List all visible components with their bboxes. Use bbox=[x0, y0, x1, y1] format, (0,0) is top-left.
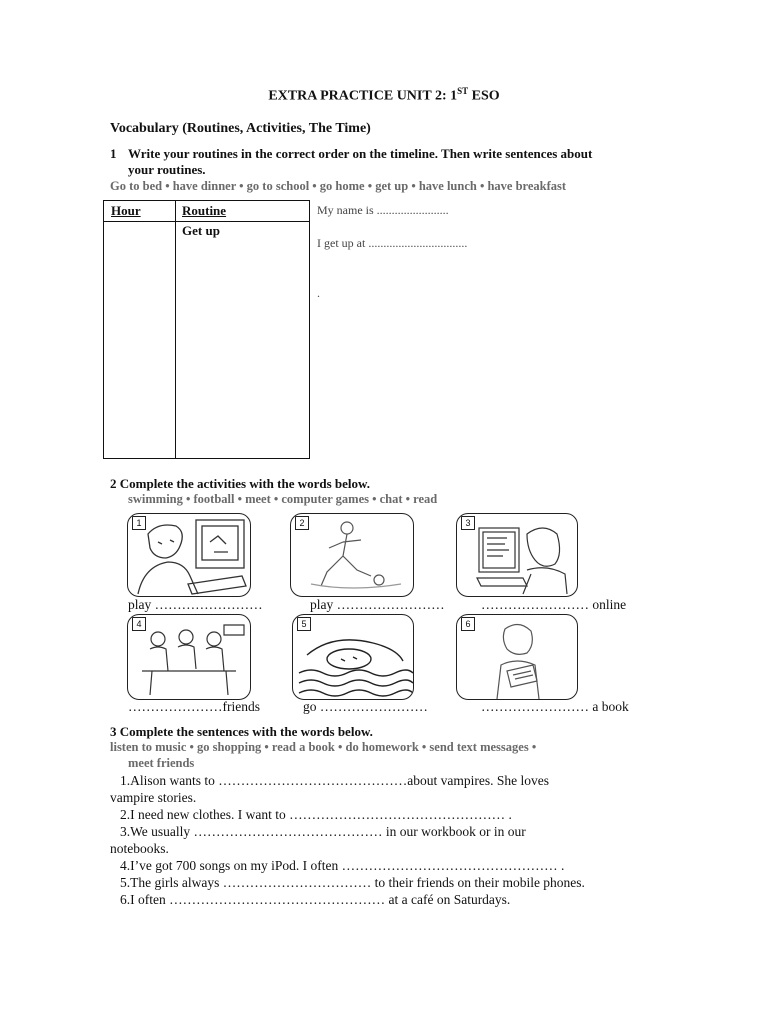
football-player-icon bbox=[291, 514, 413, 596]
picture-1-number: 1 bbox=[132, 516, 146, 530]
sentence-5: 5.The girls always …………………………… to their friends on their mobile phones. bbox=[120, 875, 585, 890]
name-line: My name is ........................ bbox=[317, 203, 449, 217]
caption-4: …………………friends bbox=[128, 699, 260, 714]
picture-1 bbox=[127, 513, 251, 597]
friends-cafe-icon bbox=[128, 615, 250, 699]
vocab-heading: Vocabulary (Routines, Activities, The Time) bbox=[110, 121, 371, 136]
caption-6: …………………… a book bbox=[481, 699, 629, 714]
ex3-instruction: 3 Complete the sentences with the words below. bbox=[110, 724, 373, 739]
ex1-instruction: Write your routines in the correct order on the timeline. Then write sentences about bbox=[128, 146, 593, 161]
picture-6 bbox=[456, 614, 578, 700]
caption-1: play …………………… bbox=[128, 597, 263, 612]
get-up-line: I get up at ................................. bbox=[317, 236, 468, 250]
ex2-word-bank: swimming • football • meet • computer games • chat • read bbox=[128, 492, 438, 506]
table-header-divider bbox=[104, 221, 309, 222]
ex1-word-bank: Go to bed • have dinner • go to school • go home • get up • have lunch • have breakfast bbox=[110, 179, 567, 193]
computer-boy-icon bbox=[128, 514, 250, 596]
hour-header: Hour bbox=[111, 203, 141, 218]
picture-4 bbox=[127, 614, 251, 700]
ex3-word-bank-2: meet friends bbox=[128, 756, 195, 770]
picture-5 bbox=[292, 614, 414, 700]
picture-5-number: 5 bbox=[297, 617, 311, 631]
routine-first-entry: Get up bbox=[182, 223, 220, 238]
picture-6-number: 6 bbox=[461, 617, 475, 631]
sentence-2: 2.I need new clothes. I want to ………………………………………… . bbox=[120, 807, 512, 822]
picture-2 bbox=[290, 513, 414, 597]
table-column-divider bbox=[175, 201, 176, 458]
reading-person-icon bbox=[457, 615, 577, 699]
ex3-word-bank-1: listen to music • go shopping • read a book • do homework • send text messages • bbox=[110, 740, 537, 754]
swimmer-icon bbox=[293, 615, 413, 699]
picture-2-number: 2 bbox=[295, 516, 309, 530]
picture-3-number: 3 bbox=[461, 516, 475, 530]
caption-5: go …………………… bbox=[303, 699, 428, 714]
sentence-3-cont: notebooks. bbox=[110, 841, 169, 856]
ex1-instruction-2: your routines. bbox=[128, 162, 206, 177]
picture-4-number: 4 bbox=[132, 617, 146, 631]
ex2-instruction: 2 Complete the activities with the words below. bbox=[110, 476, 370, 491]
sentence-1-cont: vampire stories. bbox=[110, 790, 197, 805]
page-title: EXTRA PRACTICE UNIT 2: 1ST ESO bbox=[268, 86, 500, 104]
sentence-6: 6.I often ………………………………………… at a café on Saturdays. bbox=[120, 892, 511, 907]
ex1-number: 1 bbox=[110, 146, 117, 161]
caption-2: play …………………… bbox=[310, 597, 445, 612]
sentence-1: 1.Alison wants to ……………………………………about vampires. She loves bbox=[120, 773, 549, 788]
routine-header: Routine bbox=[182, 203, 227, 218]
caption-3: …………………… online bbox=[481, 597, 627, 612]
sentence-3: 3.We usually …………………………………… in our workbook or in our bbox=[120, 824, 526, 839]
dot-line: . bbox=[317, 286, 320, 300]
routine-table bbox=[103, 200, 310, 459]
sentence-4: 4.I’ve got 700 songs on my iPod. I often ………………………………………… . bbox=[120, 858, 565, 873]
girl-chatting-icon bbox=[457, 514, 577, 596]
picture-3 bbox=[456, 513, 578, 597]
